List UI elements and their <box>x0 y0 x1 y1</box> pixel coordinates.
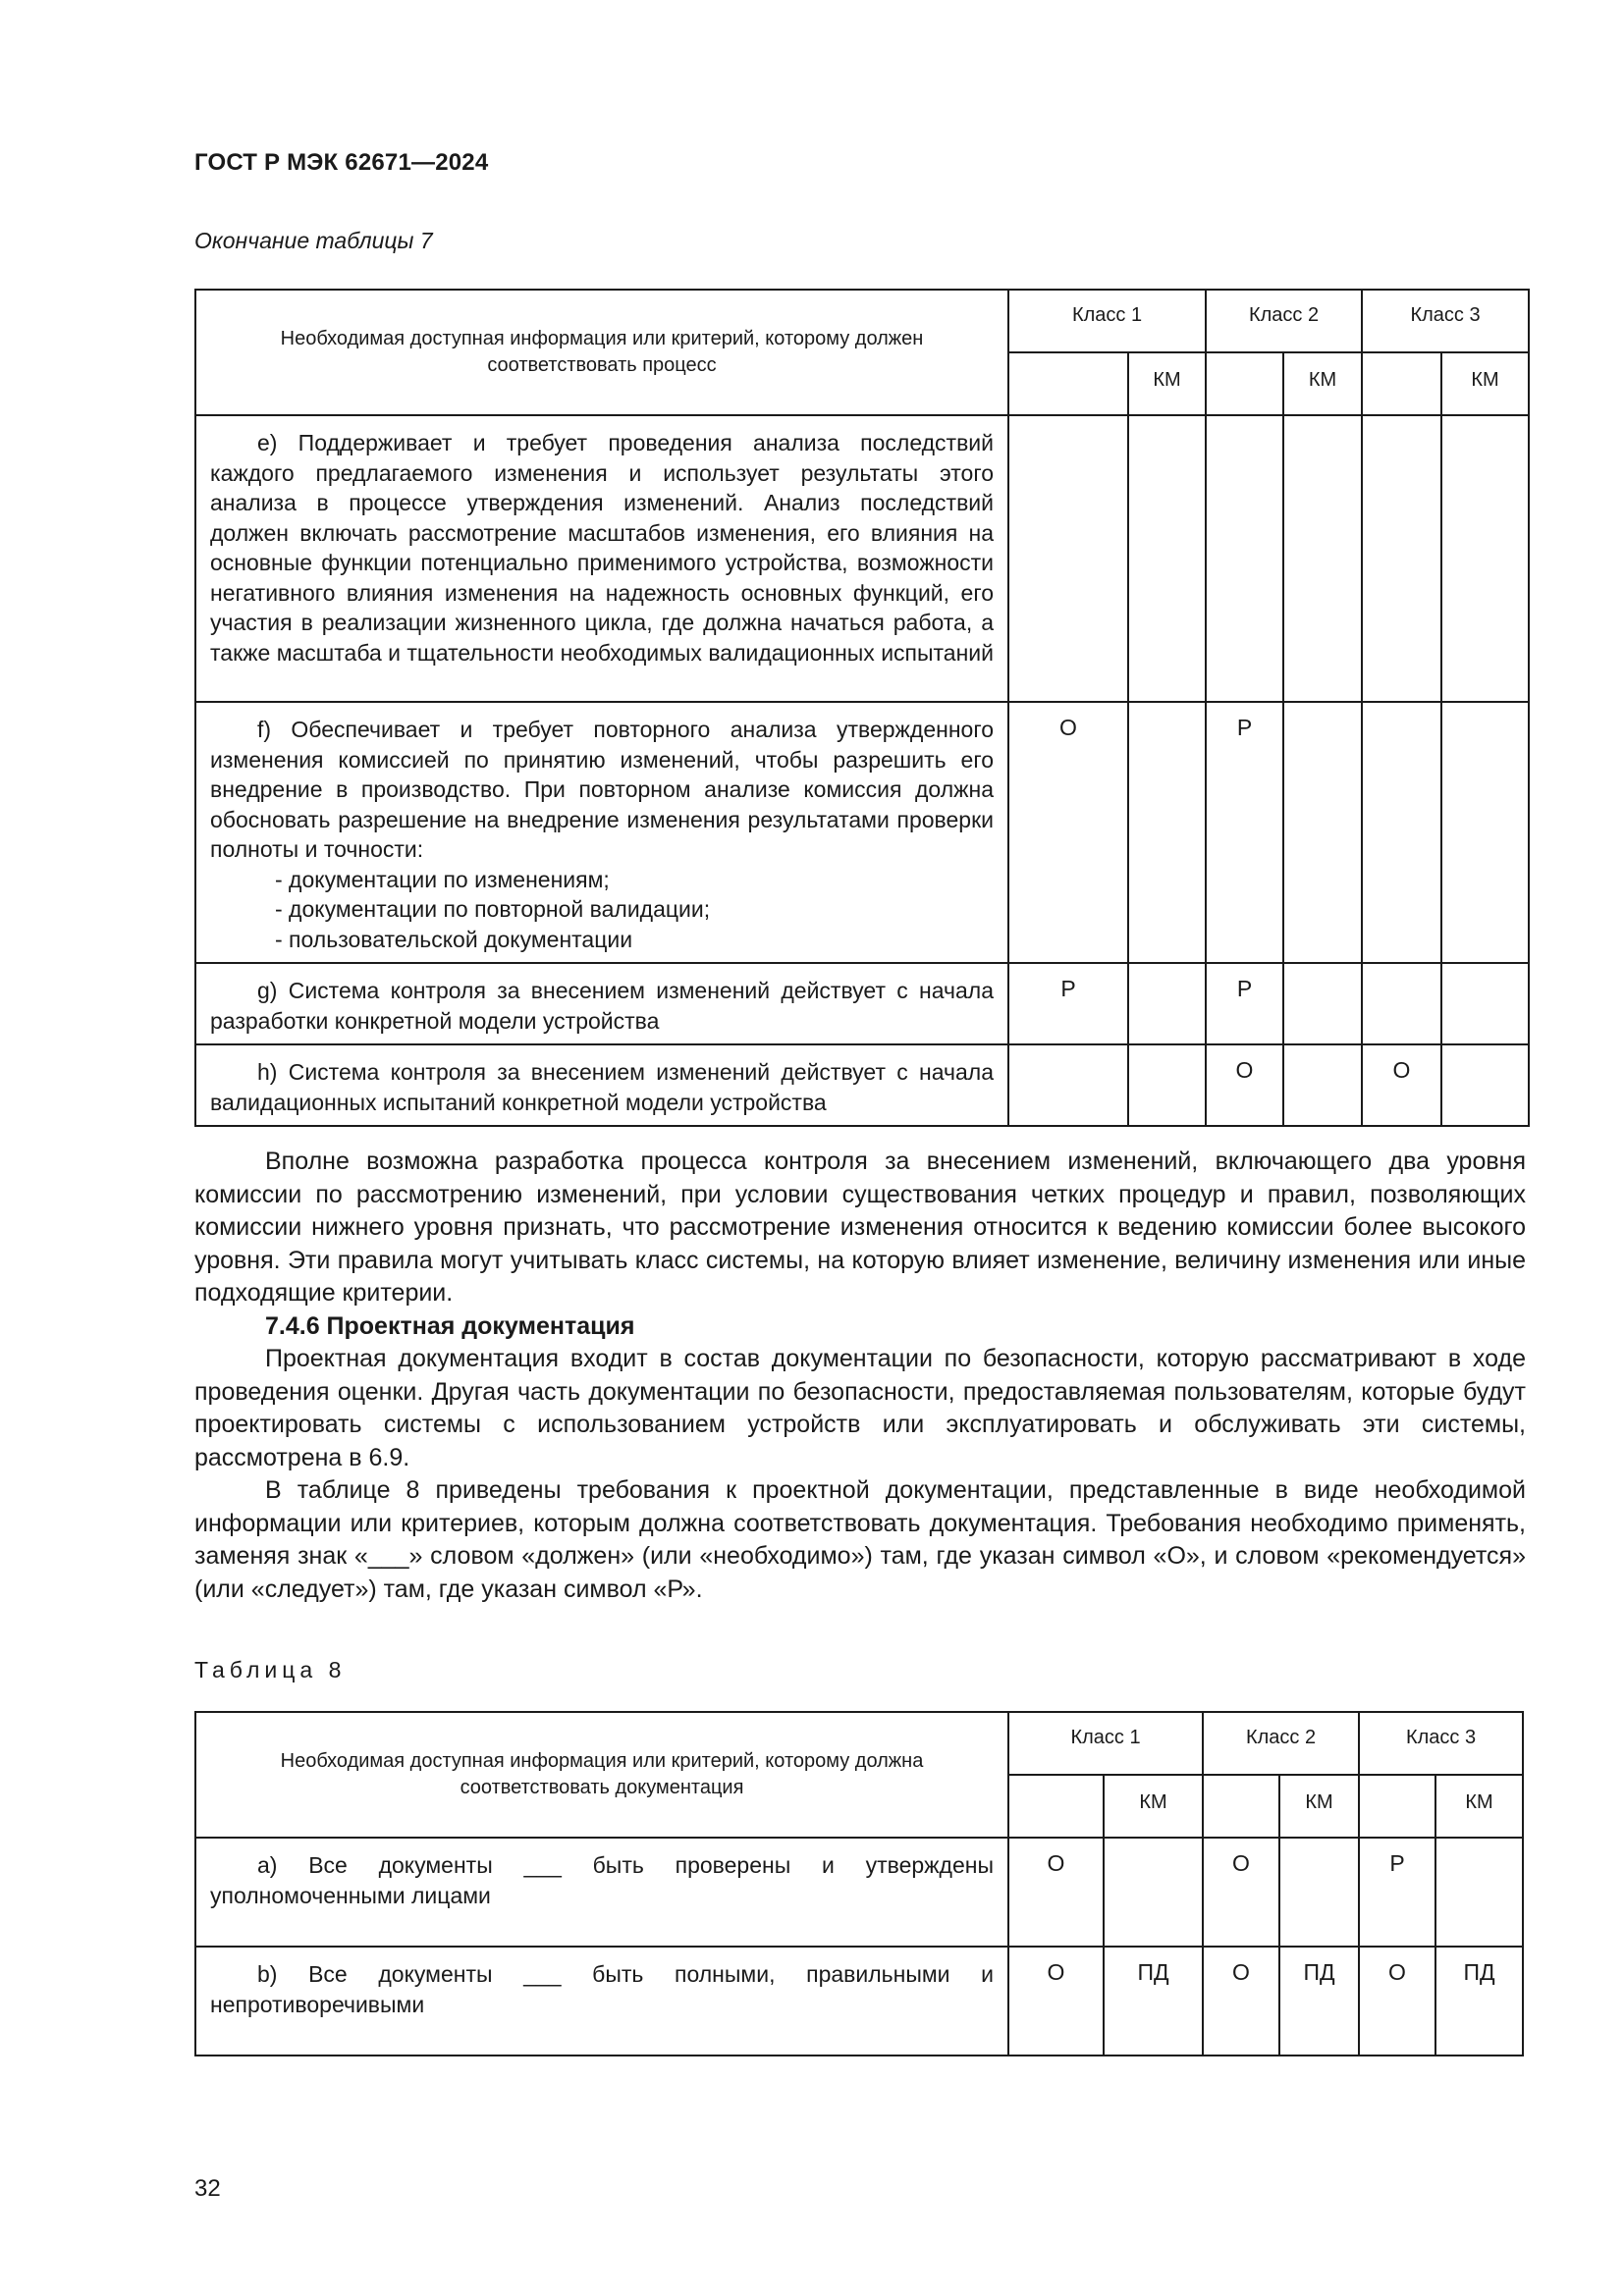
table7-row-e-class2-km <box>1283 415 1362 702</box>
table7-row-f-class3 <box>1362 702 1441 963</box>
table7-header-criterion: Необходимая доступная информация или критерий, которому должен соответствовать процесс <box>195 290 1008 415</box>
table8-header-class-2: Класс 2 <box>1203 1712 1359 1775</box>
table8-row-a-class1-km <box>1104 1838 1203 1947</box>
table8-row-a-class3-km <box>1435 1838 1523 1947</box>
page-number: 32 <box>194 2175 221 2202</box>
table-row <box>195 1838 1523 1947</box>
table7-row-h-class3: О <box>1362 1044 1441 1126</box>
table8-subheader-class-1 <box>1008 1775 1104 1838</box>
table7-subheader-class-1 <box>1008 352 1128 415</box>
table-row <box>195 963 1529 1044</box>
table8-header-class-3: Класс 3 <box>1359 1712 1523 1775</box>
table7-row-g-text: g) Система контроля за внесением изменений действует с начала разработки конкретной модели устройства <box>195 963 1008 1044</box>
table7-header-class-1: Класс 1 <box>1008 290 1206 352</box>
table-row <box>195 702 1529 963</box>
table8-subheader-km-1: КМ <box>1104 1775 1203 1838</box>
table7-subheader-km-3: КМ <box>1441 352 1529 415</box>
table8-header-criterion: Необходимая доступная информация или критерий, которому должна соответствовать документация <box>195 1712 1008 1838</box>
table7-row-h-class2: О <box>1206 1044 1283 1126</box>
table7-row-f-class3-km <box>1441 702 1529 963</box>
table7-row-f-item-2: - документации по повторной валидации; <box>275 896 711 922</box>
table7-row-e-class1-km <box>1128 415 1206 702</box>
table8-row-a-class2: О <box>1203 1838 1279 1947</box>
table-8 <box>194 1711 1524 2056</box>
table7-row-f-class1-km <box>1128 702 1206 963</box>
table7-row-e-class2 <box>1206 415 1283 702</box>
table8-header-class-1: Класс 1 <box>1008 1712 1203 1775</box>
table7-row-g-class1: Р <box>1008 963 1128 1044</box>
table7-row-h-class1-km <box>1128 1044 1206 1126</box>
table7-row-e-class3 <box>1362 415 1441 702</box>
table7-row-e-class3-km <box>1441 415 1529 702</box>
table7-caption: Окончание таблицы 7 <box>194 228 433 253</box>
table7-subheader-km-1: КМ <box>1128 352 1206 415</box>
table7-row-f-class2-km <box>1283 702 1362 963</box>
table8-subheader-class-2 <box>1203 1775 1279 1838</box>
table-7 <box>194 289 1530 1127</box>
table7-row-g-class2-km <box>1283 963 1362 1044</box>
table7-row-f-item-1: - документации по изменениям; <box>275 866 610 892</box>
table7-row-f-item-3: - пользовательской документации <box>275 926 633 952</box>
table7-header-class-3: Класс 3 <box>1362 290 1529 352</box>
table7-row-e-class1 <box>1008 415 1128 702</box>
table7-row-h-class2-km <box>1283 1044 1362 1126</box>
paragraph-2: Проектная документация входит в состав документации по безопасности, которую рассматривают в ходе проведения оценки. Другая часть документации по безопасности, предоставляемая пользователям, которые будут проектировать системы с использованием устройств или эксплуатировать и обслуживать эти системы, рассмотрена в 6.9. <box>194 1345 1526 1471</box>
table7-row-g-class1-km <box>1128 963 1206 1044</box>
table7-row-g-class3 <box>1362 963 1441 1044</box>
table-row <box>195 1044 1529 1126</box>
paragraph-1: Вполне возможна разработка процесса контроля за внесением изменений, включающего два уровня комиссии по рассмотрению изменений, при условии существования четких процедур и правил, позволяющих комиссии нижнего уровня признать, что рассмотрение изменения относится к ведению комиссии более высокого уровня. Эти правила могут учитывать класс системы, на которую влияет изменение, величину изменения или иные подходящие критерии. <box>194 1148 1526 1307</box>
table8-subheader-class-3 <box>1359 1775 1435 1838</box>
table7-subheader-class-2 <box>1206 352 1283 415</box>
table8-row-b-class3: О <box>1359 1947 1435 2056</box>
table8-row-b-class2-km: ПД <box>1279 1947 1359 2056</box>
table8-row-a-text: a) Все документы ___ быть проверены и утверждены уполномоченными лицами <box>195 1838 1008 1947</box>
table7-row-e-text: e) Поддерживает и требует проведения анализа последствий каждого предлагаемого изменения и использует результаты этого анализа в процессе утверждения изменений. Анализ последствий должен включать рассмотрение масштабов изменения, его влияния на основные функции потенциально применимого устройства, возможности негативного влияния изменения на надежность основных функций, его участия в реализации жизненного цикла, где должна начаться работа, а также масштаба и тщательности необходимых валидационных испытаний <box>195 415 1008 702</box>
table7-row-f-class2: Р <box>1206 702 1283 963</box>
table7-header-class-2: Класс 2 <box>1206 290 1362 352</box>
table7-row-g-class3-km <box>1441 963 1529 1044</box>
table8-subheader-km-2: КМ <box>1279 1775 1359 1838</box>
table7-subheader-class-3 <box>1362 352 1441 415</box>
document-header: ГОСТ Р МЭК 62671—2024 <box>194 149 489 176</box>
table8-row-b-class1-km: ПД <box>1104 1947 1203 2056</box>
table8-row-b-text: b) Все документы ___ быть полными, правильными и непротиворечивыми <box>195 1947 1008 2056</box>
table7-row-h-class1 <box>1008 1044 1128 1126</box>
table7-row-f-cell <box>195 702 1008 963</box>
table7-row-f-text: f) Обеспечивает и требует повторного анализа утвержденного изменения комиссией по принятию изменений, чтобы разрешить его внедрение в производство. При повторном анализе комиссия должна обосновать разрешение на внедрение изменения результатами проверки полноты и точности: <box>210 717 994 862</box>
table8-row-a-class1: О <box>1008 1838 1104 1947</box>
table7-row-f-class1: О <box>1008 702 1128 963</box>
table-row <box>195 1947 1523 2056</box>
table8-subheader-km-3: КМ <box>1435 1775 1523 1838</box>
table7-subheader-km-2: КМ <box>1283 352 1362 415</box>
table-row <box>195 415 1529 702</box>
table7-row-h-class3-km <box>1441 1044 1529 1126</box>
table8-row-b-class2: О <box>1203 1947 1279 2056</box>
table8-row-b-class1: О <box>1008 1947 1104 2056</box>
section-heading: 7.4.6 Проектная документация <box>265 1311 635 1340</box>
table7-row-h-text: h) Система контроля за внесением изменений действует с начала валидационных испытаний конкретной модели устройства <box>195 1044 1008 1126</box>
table8-row-a-class2-km <box>1279 1838 1359 1947</box>
table8-row-b-class3-km: ПД <box>1435 1947 1523 2056</box>
table8-row-a-class3: Р <box>1359 1838 1435 1947</box>
table8-caption: Таблица 8 <box>194 1657 347 1682</box>
table7-row-g-class2: Р <box>1206 963 1283 1044</box>
paragraph-3: В таблице 8 приведены требования к проектной документации, представленные в виде необходимой информации или критериев, которым должна соответствовать документация. Требования необходимо применять, заменяя знак «___» словом «должен» (или «необходимо») там, где указан символ «О», и словом «рекомендуется» (или «следует») там, где указан символ «Р». <box>194 1476 1526 1603</box>
body-text <box>194 1146 1526 1606</box>
